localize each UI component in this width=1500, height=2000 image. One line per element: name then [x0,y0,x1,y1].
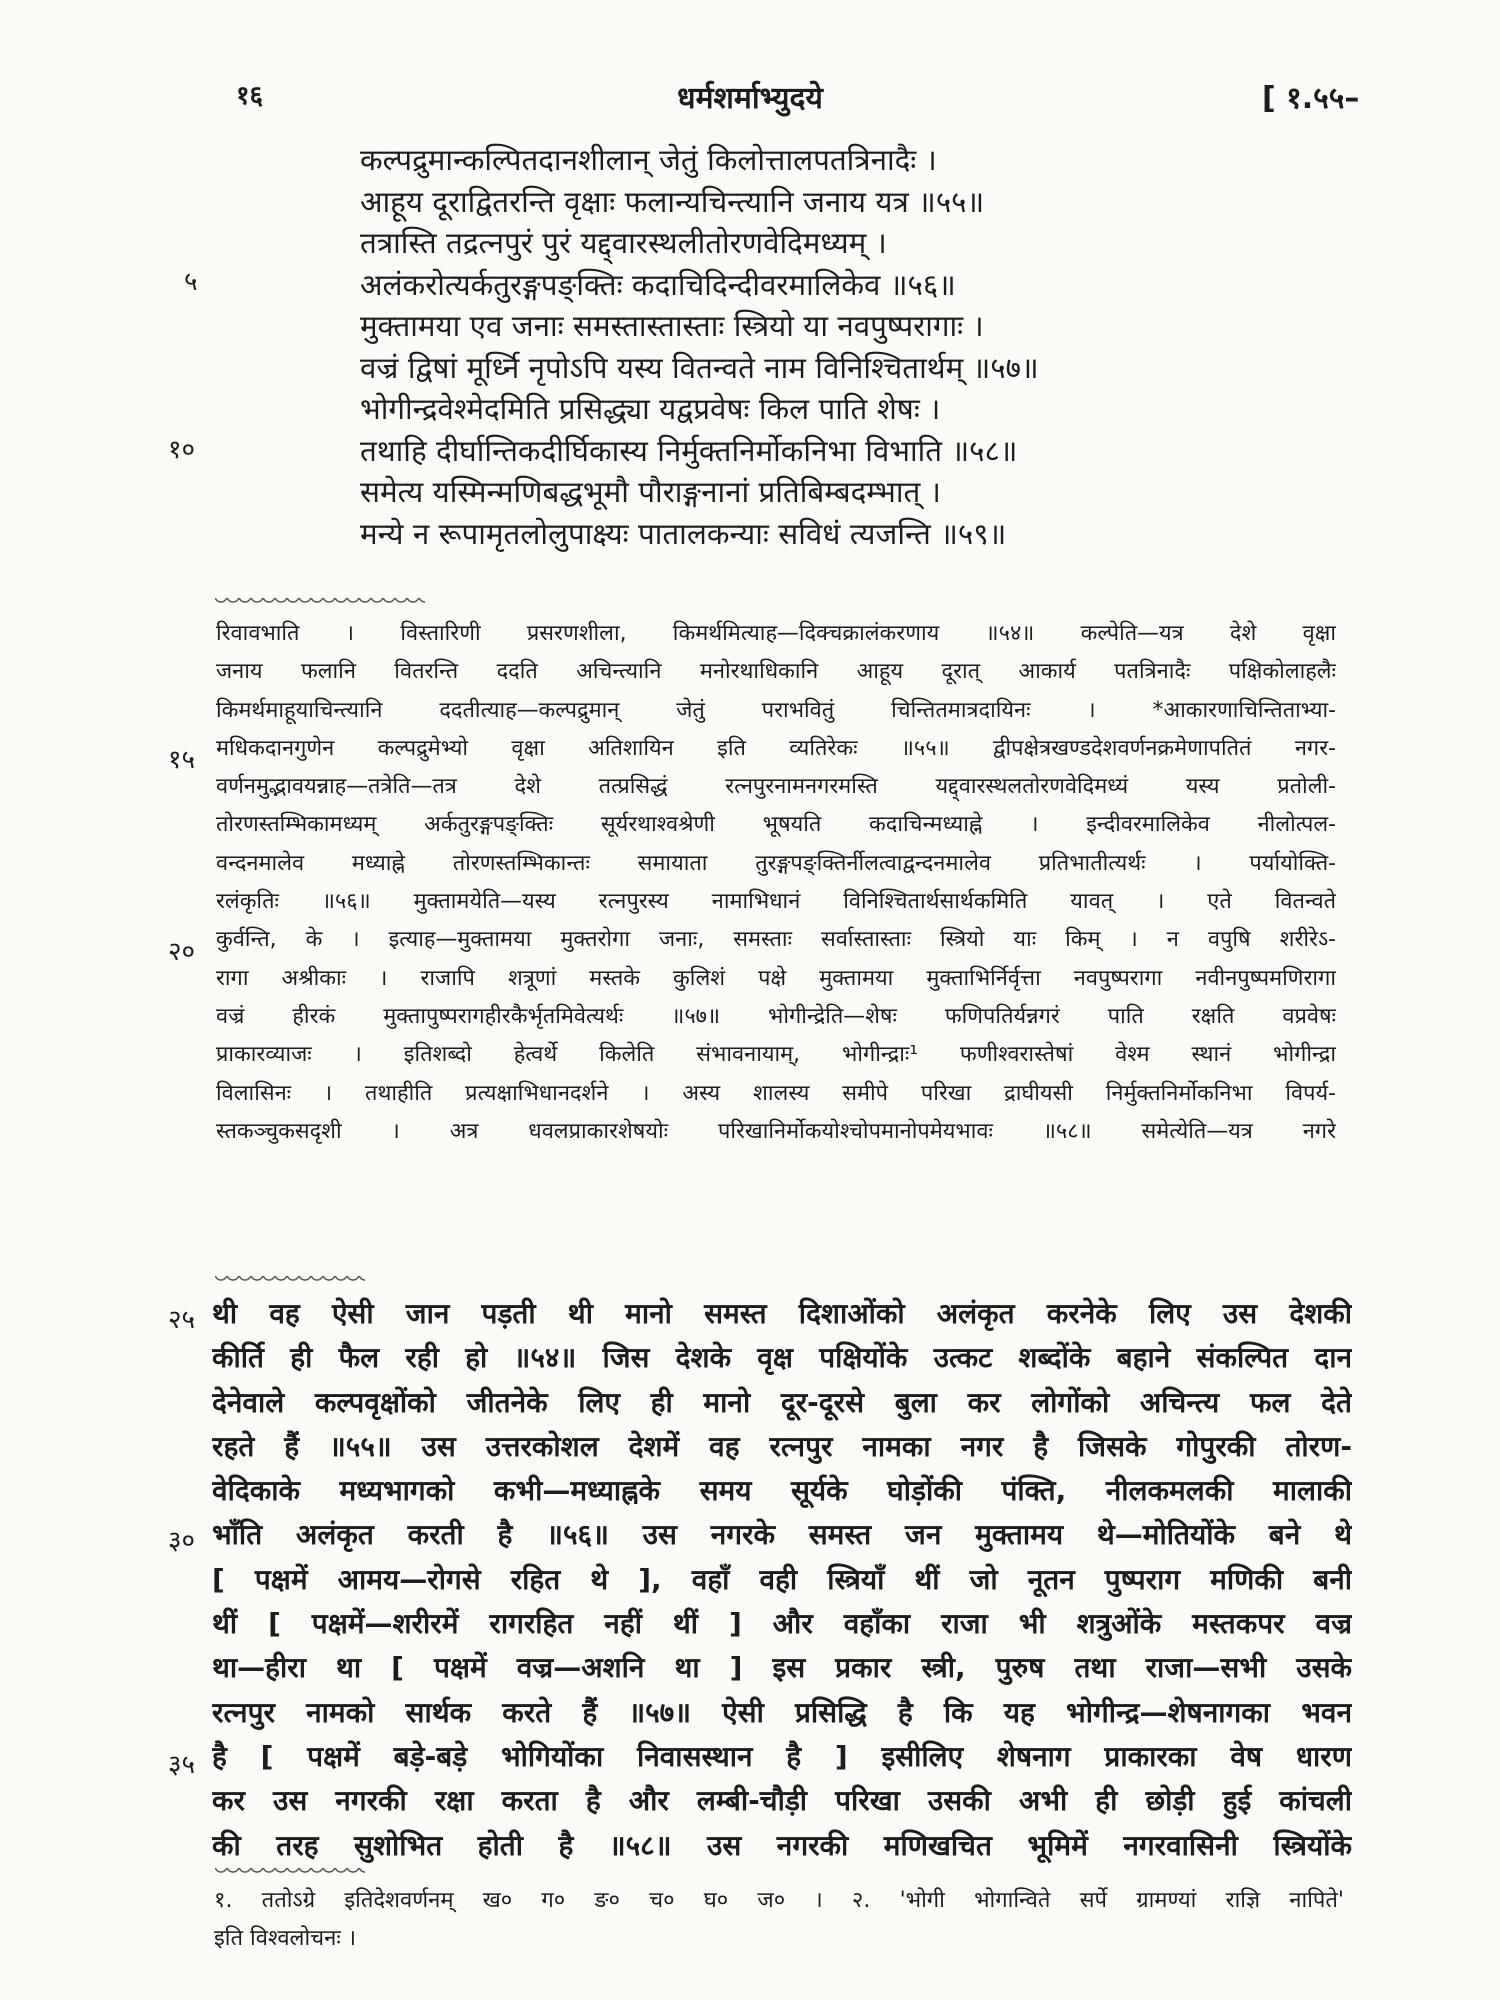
footnotes [214,1882,1344,1958]
verse-line: तथाहि दीर्घान्तिकदीर्घिकास्य निर्मुक्तनिर्मोकनिभा विभाति ॥५८॥ [360,433,1018,468]
commentary-line: विलासिनः । तथाहीति प्रत्यक्षाभिधानदर्शने । अस्य शालस्य समीपे परिखा द्राघीयसी निर्मुक्तनिर्मोकनिभा विपर्य- [216,1080,1336,1106]
translation-line: था—हीरा था [ पक्षमें वज्र—अशनि था ] इस प्रकार स्त्री, पुरुष तथा राजा—सभी उसके [212,1651,1352,1685]
commentary-line: मधिकदानगुणेन कल्पद्रुमेभ्यो वृक्षा अतिशायिन इति व्यतिरेकः ॥५५॥ द्वीपक्षेत्रखण्डदेशवर्णनक्रमेणापतितं नगर- [216,735,1336,761]
translation-line: वेदिकाके मध्यभागको कभी—मध्याह्नके समय सूर्यके घोड़ोंकी पंक्ति, नीलकमलकी मालाकी [212,1474,1352,1508]
footnote-line: १. ततोऽग्रे इतिदेशवर्णनम् ख० ग० ङ० च० घ० ज० । २. 'भोगी भोगान्विते सर्पे ग्रामण्यां राज्ञि नापिते' [214,1888,1344,1913]
page-title: धर्मशर्माभ्युदये [677,81,823,116]
wavy-divider [215,1868,365,1876]
page-number: १६ [236,81,264,111]
commentary-line: किमर्थमाहूयाचिन्त्यानि ददतीत्याह—कल्पद्रुमान् जेतुं पराभवितुं चिन्तितमात्रदायिनः । *आकारणाचिन्तिताभ्या- [216,697,1336,723]
commentary-line: वन्दनमालेव मध्याह्ने तोरणस्तम्भिकान्तः समायाता तुरङ्गपङ्क्तिर्नीलत्वाद्वन्दनमालेव प्रतिभातीत्यर्थः । पर्यायोक्ति- [216,850,1336,876]
verse-line: भोगीन्द्रवेश्मेदमिति प्रसिद्ध्या यद्वप्रवेषः किल पाति शेषः । [360,392,941,426]
verse-line: आहूय दूराद्वितरन्ति वृक्षाः फलान्यचिन्त्यानि जनाय यत्र ॥५५॥ [360,184,985,219]
translation-line: भाँति अलंकृत करती है ॥५६॥ उस नगरके समस्त जन मुक्तामय थे—मोतियोंके बने थे [212,1518,1352,1552]
verse-line: अलंकरोत्यर्कतुरङ्गपङ्क्तिः कदाचिदिन्दीवरमालिकेव ॥५६॥ [360,267,956,302]
line-number: २५ [168,1305,196,1335]
footnote-line: इति विश्वलोचनः । [214,1926,357,1951]
translation-line: थी वह ऐसी जान पड़ती थी मानो समस्त दिशाओंको अलंकृत करनेके लिए उस देशकी [212,1297,1352,1330]
translation-line: रत्नपुर नामको सार्थक करते हैं ॥५७॥ ऐसी प्रसिद्धि है कि यह भोगीन्द्र—शेषनागका भवन [212,1695,1352,1729]
wavy-divider [215,1276,365,1284]
line-number: ३५ [168,1750,196,1780]
translation-line: रहते हैं ॥५५॥ उस उत्तरकोशल देशमें वह रत्नपुर नामका नगर है जिसके गोपुरकी तोरण- [212,1429,1352,1463]
verse-line: वज्रं द्विषां मूर्ध्नि नृपोऽपि यस्य वितन्वते नाम विनिश्चितार्थम् ॥५७॥ [360,350,1039,385]
line-number: १० [168,435,196,465]
commentary-line: जनाय फलानि वितरन्ति ददति अचिन्त्यानि मनोरथाधिकानि आहूय दूरात् आकार्य पतत्रिनादैः पक्षिकोलाहलैः [216,659,1336,685]
commentary-line: तोरणस्तम्भिकामध्यम् अर्कतुरङ्गपङ्क्तिः सूर्यरथाश्वश्रेणी भूषयति कदाचिन्मध्याह्ने । इन्दीवरमालिकेव नीलोत्पल- [216,812,1336,838]
verse-line: मन्ये न रूपामृतलोलुपाक्ष्यः पातालकन्याः सविधं त्यजन्ति ॥५९॥ [360,516,1007,551]
translation-line: कर उस नगरकी रक्षा करता है और लम्बी-चौड़ी परिखा उसकी अभी ही छोड़ी हुई कांचली [212,1784,1352,1818]
translation-line: देनेवाले कल्पवृक्षोंको जीतनेके लिए ही मानो दूर-दूरसे बुला कर लोगोंको अचिन्त्य फल देते [212,1385,1352,1419]
translation-line: थीं [ पक्षमें—शरीरमें रागरहित नहीं थीं ] और वहाँका राजा भी शत्रुओंके मस्तकपर वज्र [212,1607,1352,1641]
translation-line: [ पक्षमें आमय—रोगसे रहित थे ], वहाँ वही स्त्रियाँ थीं जो नूतन पुष्पराग मणिकी बनी [212,1562,1352,1596]
line-number: २० [168,937,196,967]
line-number: ५ [184,267,198,297]
wavy-divider [215,598,425,606]
commentary-line: रलंकृतिः ॥५६॥ मुक्तामयेति—यस्य रत्नपुरस्य नामाभिधानं विनिश्चितार्थसार्थकमिति यावत् । एते वितन्वते [216,889,1336,915]
commentary-line: रिवावभाति । विस्तारिणी प्रसरणशीला, किमर्थमित्याह—दिक्चक्रालंकरणाय ॥५४॥ कल्पेति—यत्र देशे वृक्षा [216,621,1336,646]
commentary-line: वर्णनमुद्भावयन्नाह—तत्रेति—तत्र देशे तत्प्रसिद्धं रत्नपुरनामनगरमस्ति यद्द्वारस्थलतोरणवेदिमध्यं यस्य प्रतोली- [216,774,1336,800]
verse-line: मुक्तामया एव जनाः समस्तास्तास्ताः स्त्रियो या नवपुष्परागाः । [360,309,984,343]
hindi-translation [212,1292,1352,1868]
commentary-line: प्राकारव्याजः । इतिशब्दो हेत्वर्थे किलेति संभावनायाम्, भोगीन्द्राः¹ फणीश्वरास्तेषां वेश्म स्थानं भोगीन्द्रा [216,1042,1336,1068]
verse-line: समेत्य यस्मिन्मणिबद्धभूमौ पौराङ्गनानां प्रतिबिम्बदम्भात् । [360,475,941,509]
line-number: १५ [168,745,196,775]
verse-reference: [ १.५५– [1262,81,1360,116]
verse-line: तत्रास्ति तद्रत्नपुरं पुरं यद्द्वारस्थलीतोरणवेदिमध्यम् । [360,226,887,260]
translation-line: है [ पक्षमें बड़े-बड़े भोगियोंका निवासस्थान है ] इसीलिए शेषनाग प्राकारका वेष धारण [212,1739,1352,1773]
commentary-line: रागा अश्रीकाः । राजापि शत्रूणां मस्तके कुलिशं पक्षे मुक्तामया मुक्ताभिर्निर्वृत्ता नवपुष्परागा नवीनपुष्पमणिरागा [216,965,1336,991]
sanskrit-verses [360,140,1480,555]
translation-line: कीर्ति ही फैल रही हो ॥५४॥ जिस देशके वृक्ष पक्षियोंके उत्कट शब्दोंके बहाने संकल्पित दान [212,1341,1352,1375]
translation-line: की तरह सुशोभित होती है ॥५८॥ उस नगरकी मणिखचित भूमिमें नगरवासिनी स्त्रियोंके [212,1828,1352,1862]
line-number: ३० [168,1526,196,1556]
commentary-line: वज्रं हीरकं मुक्तापुष्परागहीरकैर्भृतमिवेत्यर्थः ॥५७॥ भोगीन्द्रेति—शेषः फणिपतिर्यन्नगरं पाति रक्षति वप्रवेषः [216,1003,1336,1029]
commentary-line: कुर्वन्ति, के । इत्याह—मुक्तामया मुक्तरोगा जनाः, समस्ताः सर्वास्तास्ताः स्त्रियो याः किम् । न वपुषि शरीरेऽ- [216,927,1336,953]
commentary-line: स्तकञ्चुकसदृशी । अत्र धवलप्राकारशेषयोः परिखानिर्मोकयोश्चोपमानोपमेयभावः ॥५८॥ समेत्येति—यत्र नगरे [216,1118,1336,1144]
sanskrit-commentary [216,615,1336,1151]
verse-line: कल्पद्रुमान्कल्पितदानशीलान् जेतुं किलोत्तालपतत्रिनादैः । [360,143,937,177]
